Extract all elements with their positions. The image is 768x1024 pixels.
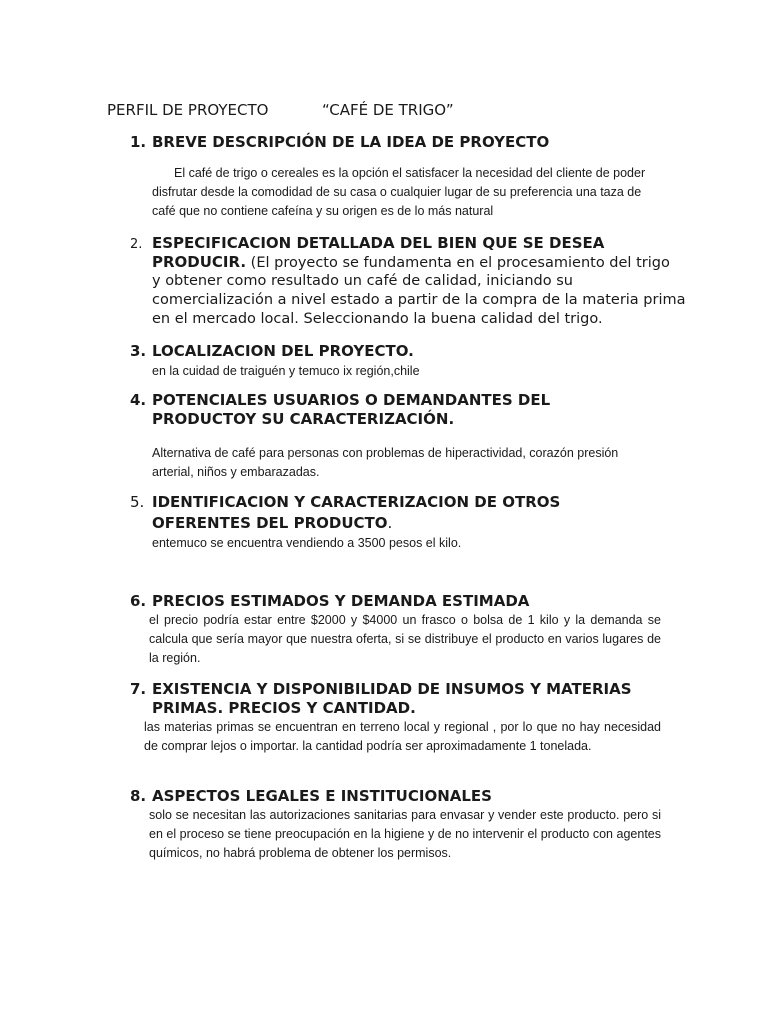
section-8-text: solo se necesitan las autorizaciones sanitarias para envasar y vender este producto. pero si en el proceso se tiene preocupación en la higiene y de no intervenir el producto con agentes químicos, no habrá problema de obtener los permisos. bbox=[149, 808, 661, 860]
section-3-number: 3. bbox=[130, 342, 147, 360]
section-7-number: 7. bbox=[130, 680, 147, 698]
section-2-title-line-2 bbox=[152, 253, 712, 273]
section-1-text: El café de trigo o cereales es la opción el satisfacer la necesidad del cliente de poder disfrutar desde la comodidad de su casa o cualquier lugar de su preferencia una taza de café que no contiene cafeína y su origen es de lo más natural bbox=[152, 166, 646, 218]
section-2-text-line-2: y obtener como resultado un café de calidad, iniciando su bbox=[152, 273, 573, 289]
section-4-title-line-1: POTENCIALES USUARIOS O DEMANDANTES DEL bbox=[152, 391, 551, 409]
section-4-text: Alternativa de café para personas con problemas de hiperactividad, corazón presión arterial, niños y embarazadas. bbox=[152, 446, 619, 479]
section-3-title: LOCALIZACION DEL PROYECTO. bbox=[152, 342, 414, 360]
section-1-number: 1. bbox=[130, 133, 147, 151]
section-1-title: BREVE DESCRIPCIÓN DE LA IDEA DE PROYECTO bbox=[152, 133, 550, 151]
section-2-number: 2. bbox=[130, 237, 143, 252]
section-2-text-inline: (El proyecto se fundamenta en el procesamiento del trigo bbox=[250, 255, 670, 271]
section-5-title-period: . bbox=[387, 514, 393, 532]
section-2-title-end: PRODUCIR. bbox=[152, 253, 247, 271]
document-label: PERFIL DE PROYECTO bbox=[107, 101, 269, 119]
section-8-title: ASPECTOS LEGALES E INSTITUCIONALES bbox=[152, 787, 492, 805]
section-7-title-line-2: PRIMAS. PRECIOS Y CANTIDAD. bbox=[152, 699, 416, 717]
section-5-title-text: OFERENTES DEL PRODUCTO bbox=[152, 514, 388, 532]
section-4-number: 4. bbox=[130, 391, 147, 409]
section-7-text: las materias primas se encuentran en terreno local y regional , por lo que no hay necesidad de comprar lejos o importar. la cantidad podría ser aproximadamente 1 tonelada. bbox=[144, 720, 661, 753]
section-2-text-line-3: comercialización a nivel estado a partir de la compra de la materia prima bbox=[152, 292, 686, 308]
section-7-title-line-1: EXISTENCIA Y DISPONIBILIDAD DE INSUMOS Y MATERIAS bbox=[152, 680, 632, 698]
section-2-title-line-1: ESPECIFICACION DETALLADA DEL BIEN QUE SE DESEA bbox=[152, 234, 605, 252]
section-5-text: entemuco se encuentra vendiendo a 3500 pesos el kilo. bbox=[152, 536, 462, 550]
section-6-text: el precio podría estar entre $2000 y $4000 un frasco o bolsa de 1 kilo y la demanda se calcula que sería mayor que nuestra oferta, si se distribuye el producto en varios lugares de la región. bbox=[149, 613, 661, 665]
section-6-number: 6. bbox=[130, 592, 147, 610]
section-3-text: en la cuidad de traiguén y temuco ix región,chile bbox=[152, 364, 420, 378]
section-5-number: 5. bbox=[130, 493, 145, 511]
section-2-text-line-4: en el mercado local. Seleccionando la buena calidad del trigo. bbox=[152, 311, 603, 327]
section-5-title-line-2 bbox=[152, 514, 712, 533]
section-8-number: 8. bbox=[130, 787, 147, 805]
section-6-title: PRECIOS ESTIMADOS Y DEMANDA ESTIMADA bbox=[152, 592, 530, 610]
document-title: “CAFÉ DE TRIGO” bbox=[322, 101, 454, 119]
section-5-title-line-1: IDENTIFICACION Y CARACTERIZACION DE OTROS bbox=[152, 493, 561, 511]
section-4-title-line-2: PRODUCTOY SU CARACTERIZACIÓN. bbox=[152, 410, 455, 428]
